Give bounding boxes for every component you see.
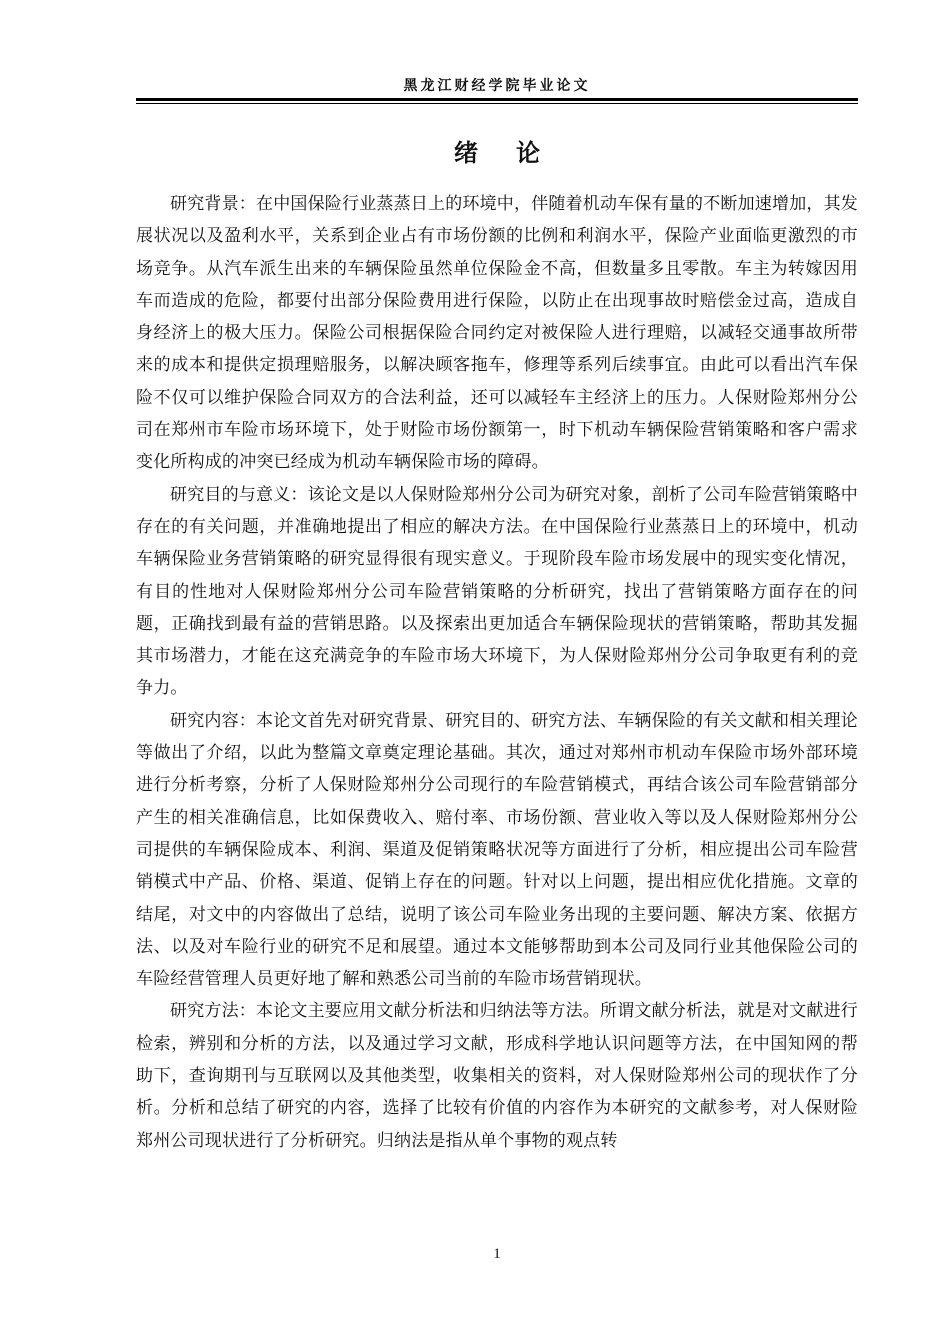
body-text (136, 188, 858, 1157)
paragraph-research-content: 研究内容：本论文首先对研究背景、研究目的、研究方法、车辆保险的有关文献和相关理论等做出了介绍，以此为整篇文章奠定理论基础。其次，通过对郑州市机动车保险市场外部环境进行分析考察，分析了人保财险郑州分公司现行的车险营销模式，再结合该公司车险营销部分产生的相关准确信息，比如保费收入、赔付率、市场份额、营业收入等以及人保财险郑州分公司提供的车辆保险成本、利润、渠道及促销策略状况等方面进行了分析，相应提出公司车险营销模式中产品、价格、渠道、促销上存在的问题。针对以上问题，提出相应优化措施。文章的结尾，对文中的内容做出了总结，说明了该公司车险业务出现的主要问题、解决方案、依据方法、以及对车险行业的研究不足和展望。通过本文能够帮助到本公司及同行业其他保险公司的车险经营管理人员更好地了解和熟悉公司当前的车险市场营销现状。 (136, 710, 858, 990)
paragraph-research-background: 研究背景：在中国保险行业蒸蒸日上的环境中，伴随着机动车保有量的不断加速增加，其发展状况以及盈利水平，关系到企业占有市场份额的比例和利润水平，保险产业面临更激烈的市场竞争。从汽车派生出来的车辆保险虽然单位保险金不高，但数量多且零散。车主为转嫁因用车而造成的危险，都要付出部分保险费用进行保险，以防止在出现事故时赔偿金过高，造成自身经济上的极大压力。保险公司根据保险合同约定对被保险人进行理赔，以减轻交通事故所带来的成本和提供定损理赔服务，以解决顾客拖车，修理等系列后续事宜。由此可以看出汽车保险不仅可以维护保险合同双方的合法利益，还可以减轻车主经济上的压力。人保财险郑州分公司在郑州市车险市场环境下，处于财险市场份额第一，时下机动车辆保险营销策略和客户需求变化所构成的冲突已经成为机动车辆保险市场的障碍。 (136, 194, 858, 473)
running-header: 黑龙江财经学院毕业论文 (403, 78, 591, 94)
header-rule-thick (136, 98, 858, 101)
paragraph-research-purpose: 研究目的与意义：该论文是以人保财险郑州分公司为研究对象，剖析了公司车险营销策略中存在的有关问题，并准确地提出了相应的解决方法。在中国保险行业蒸蒸日上的环境中，机动车辆保险业务营销策略的研究显得很有现实意义。于现阶段车险市场发展中的现实变化情况，有目的性地对人保财险郑州分公司车险营销策略的分析研究，找出了营销策略方面存在的问题，正确找到最有益的营销思路。以及探索出更加适合车辆保险现状的营销策略，帮助其发掘其市场潜力，才能在这充满竞争的车险市场大环境下，为人保财险郑州分公司争取更有利的竞争力。 (136, 484, 858, 699)
paragraph-research-method: 研究方法：本论文主要应用文献分析法和归纳法等方法。所谓文献分析法，就是对文献进行检索，辨别和分析的方法，以及通过学习文献，形成科学地认识问题等方法，在中国知网的帮助下，查询期刊与互联网以及其他类型，收集相关的资料，对人保财险郑州公司的现状作了分析。分析和总结了研究的内容，选择了比较有价值的内容作为本研究的文献参考，对人保财险郑州公司现状进行了分析研究。归纳法是指从单个事物的观点转 (136, 1001, 858, 1151)
chapter-title: 绪论 (454, 139, 578, 167)
header-rule-thin (136, 103, 858, 104)
page-number: 1 (493, 1246, 501, 1262)
